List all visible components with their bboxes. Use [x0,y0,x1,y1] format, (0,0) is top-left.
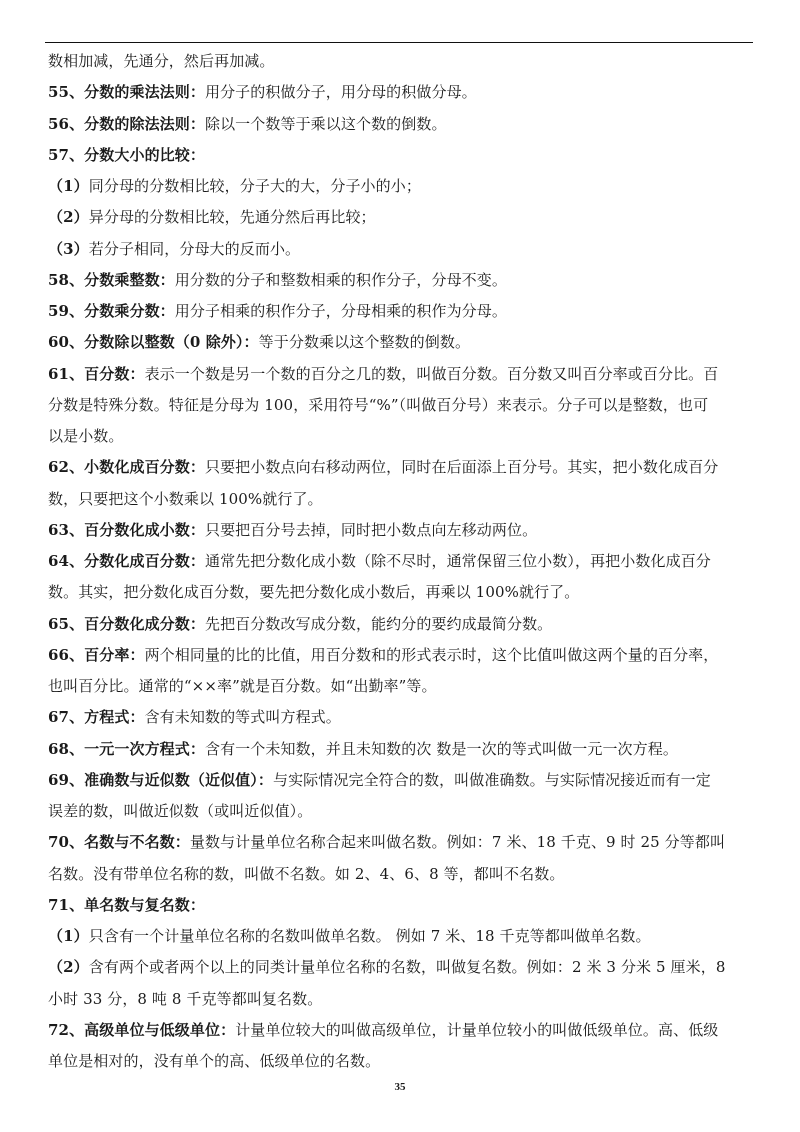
term-label: 59、分数乘分数： [48,302,175,320]
term-label: 68、一元一次方程式： [48,739,205,758]
line-text: 只要把小数点向右移动两位，同时在后面添上百分号。其实，把小数化成百分 [204,458,719,477]
text-line [48,577,756,608]
line-text: 若分子相同，分母大的反而小。 [88,239,301,258]
text-line [48,640,756,671]
term-label: 61、百分数： [48,364,145,383]
term-label: 56、分数的除法法则： [48,114,205,133]
text-line [48,952,756,983]
text-line [48,109,756,140]
line-text: 两个相同量的比的比值，用百分数和的形式表示时，这个比值叫做这两个量的百分率， [144,645,719,664]
line-text: 量数与计量单位名称合起来叫做名数。例如：7 米、18 千克、9 时 25 分等都叫 [189,833,726,852]
line-text: 用分子相乘的积作分子，分母相乘的积作为分母。 [174,302,507,320]
line-text: 计量单位较大的叫做高级单位，计量单位较小的叫做低级单位。高、低级 [235,1020,719,1039]
text-line [48,702,756,733]
line-text: 小时 33 分，8 吨 8 千克等都叫复名数。 [48,989,323,1008]
header-rule [45,42,753,43]
text-line [48,265,756,296]
line-text: 通常先把分数化成小数（除不尽时，通常保留三位小数），再把小数化成百分 [204,552,711,570]
text-line [48,46,756,77]
term-label: 55、分数的乘法法则： [48,83,205,102]
term-label: 66、百分率： [48,645,145,664]
text-line [48,327,756,358]
term-label: 64、分数化成百分数： [48,552,205,570]
term-label: （3） [48,239,89,258]
text-line [48,1046,756,1077]
text-line [48,202,756,233]
line-text: 单位是相对的，没有单个的高、低级单位的名数。 [48,1052,381,1070]
text-line [48,859,756,890]
term-label: 58、分数乘整数： [48,270,175,289]
term-label: 69、准确数与近似数（近似值）： [48,770,273,789]
line-text: 也叫百分比。通常的“××率”就是百分数。如“出勤率”等。 [48,677,437,695]
text-line [48,765,756,796]
line-text: 以是小数。 [48,427,124,445]
term-label: 67、方程式： [48,708,145,727]
line-text: 误差的数，叫做近似数（或叫近似值）。 [48,802,313,820]
line-text: 含有两个或者两个以上的同类计量单位名称的名数，叫做复名数。例如：2 米 3 分米 5 厘米，8 [88,958,726,977]
line-text: 异分母的分数相比较，先通分然后再比较； [88,208,376,227]
text-line [48,921,756,952]
term-label: 60、分数除以整数（0 除外）： [48,333,259,352]
text-line [48,421,756,452]
text-line [48,827,756,858]
text-line [48,390,756,421]
line-text: 名数。没有带单位名称的数，叫做不名数。如 2、4、6、8 等，都叫不名数。 [48,864,565,883]
term-label: （2） [48,958,89,977]
term-label: 63、百分数化成小数： [48,520,205,539]
text-line [48,296,756,327]
line-text: 含有未知数的等式叫方程式。 [144,708,341,727]
text-line [48,671,756,702]
line-text: 除以一个数等于乘以这个数的倒数。 [204,114,447,133]
line-text: 数，只要把这个小数乘以 100%就行了。 [48,489,323,508]
page-number: 35 [394,1081,406,1093]
term-label: 71、单名数与复名数： [48,895,205,914]
line-text: 等于分数乘以这个整数的倒数。 [258,333,471,352]
text-line [48,234,756,265]
text-line [48,890,756,921]
text-line [48,1015,756,1046]
text-line [48,984,756,1015]
line-text: 数。其实，把分数化成百分数，要先把分数化成小数后，再乘以 100%就行了。 [48,583,580,602]
line-text: 只要把百分号去掉，同时把小数点向左移动两位。 [204,520,538,539]
term-label: （2） [48,208,89,227]
document-body [48,46,756,1077]
text-line [48,77,756,108]
line-text: 分数是特殊分数。特征是分母为 100，采用符号“%”（叫做百分号）来表示。分子可以是整数，也可 [48,395,709,414]
term-label: 72、高级单位与低级单位： [48,1020,236,1039]
line-text: 含有一个未知数，并且未知数的次 数是一次的等式叫做一元一次方程。 [204,739,678,758]
term-label: （1） [48,927,89,945]
term-label: （1） [48,177,89,195]
text-line [48,546,756,577]
text-line [48,796,756,827]
line-text: 同分母的分数相比较，分子大的大，分子小的小； [88,177,421,195]
line-text: 与实际情况完全符合的数，叫做准确数。与实际情况接近而有一定 [272,770,711,789]
line-text: 表示一个数是另一个数的百分之几的数，叫做百分数。百分数又叫百分率或百分比。百 [144,364,719,383]
term-label: 70、名数与不名数： [48,833,190,852]
text-line [48,515,756,546]
line-text: 数相加减，先通分，然后再加减。 [48,52,275,70]
line-text: 先把百分数改写成分数，能约分的要约成最简分数。 [204,614,553,633]
text-line [48,484,756,515]
text-line [48,359,756,390]
line-text: 用分子的积做分子，用分母的积做分母。 [204,83,477,102]
text-line [48,609,756,640]
term-label: 57、分数大小的比较： [48,145,205,164]
text-line [48,171,756,202]
line-text: 用分数的分子和整数相乘的积作分子，分母不变。 [174,270,507,289]
term-label: 62、小数化成百分数： [48,458,205,477]
text-line [48,452,756,483]
term-label: 65、百分数化成分数： [48,614,205,633]
text-line [48,140,756,171]
text-line [48,734,756,765]
line-text: 只含有一个计量单位名称的名数叫做单名数。 例如 7 米、18 千克等都叫做单名数。 [88,927,651,945]
